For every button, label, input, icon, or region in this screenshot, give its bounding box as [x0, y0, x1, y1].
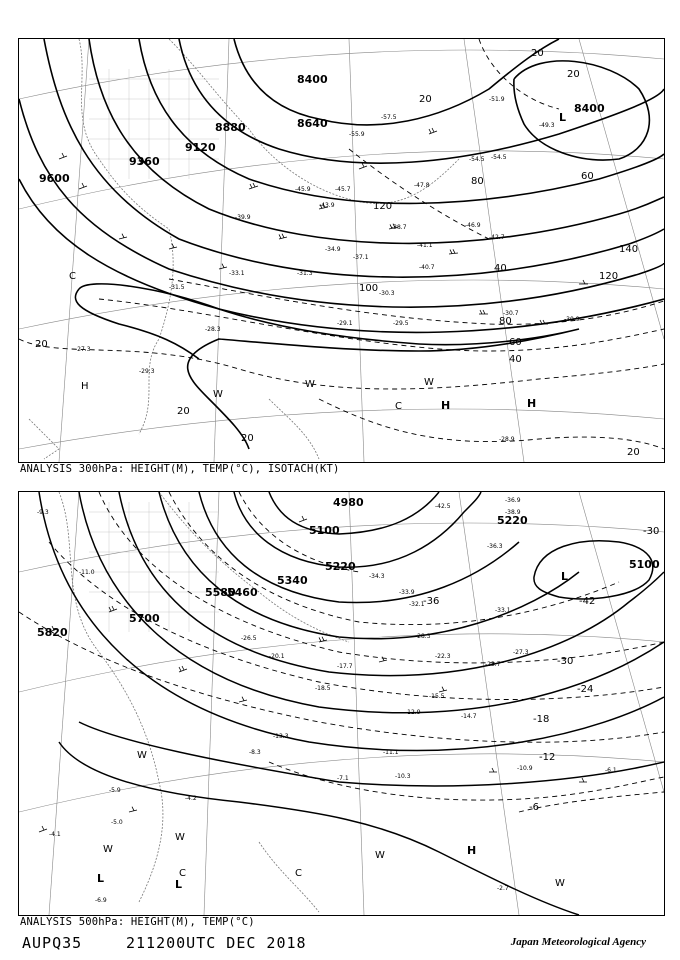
- station-value: -28.9: [499, 436, 515, 443]
- station-value: -41.1: [417, 242, 433, 249]
- station-value: -29.5: [393, 320, 409, 327]
- station-value: -30.3: [379, 290, 395, 297]
- height-label: 5460: [227, 586, 258, 599]
- high-center: H: [527, 397, 537, 410]
- station-value: -28.3: [205, 326, 221, 333]
- isotach-label: 20: [567, 69, 580, 80]
- valid-time: 211200UTC DEC 2018: [126, 934, 307, 952]
- cold-center: C: [295, 868, 302, 879]
- station-value: -6.9: [95, 897, 107, 904]
- station-value: -4.1: [49, 831, 61, 838]
- station-value: -11.0: [79, 569, 95, 576]
- warm-center: W: [175, 832, 185, 843]
- isotherm-label: -6: [529, 802, 539, 813]
- map-300hpa: [19, 39, 664, 462]
- station-value: -39.9: [235, 214, 251, 221]
- station-value: -31.5: [169, 284, 185, 291]
- height-label: 8640: [297, 117, 328, 130]
- station-value: -54.5: [491, 154, 507, 161]
- warm-center: W: [213, 389, 223, 400]
- station-value: -38.7: [391, 224, 407, 231]
- height-label: 5220: [497, 514, 528, 527]
- isotach-label: 20: [531, 48, 544, 59]
- station-value: -27.3: [513, 649, 529, 656]
- isotach-label: 120: [599, 271, 619, 282]
- station-value: -7.1: [337, 775, 349, 782]
- caption-500hpa: ANALYSIS 500hPa: HEIGHT(M), TEMP(°C): [20, 916, 255, 928]
- height-label: 8400: [297, 73, 328, 86]
- station-value: -45.9: [295, 186, 311, 193]
- height-labels: [37, 496, 660, 639]
- chart-500hpa: [18, 491, 665, 916]
- station-value: -43.9: [319, 202, 335, 209]
- warm-center: W: [375, 850, 385, 861]
- height-label: 5700: [129, 612, 160, 625]
- station-value: -33.9: [399, 589, 415, 596]
- cold-center: C: [179, 868, 186, 879]
- station-value: -46.9: [465, 222, 481, 229]
- isotach-label: 20: [419, 94, 432, 105]
- station-value: -34.3: [369, 573, 385, 580]
- station-value: -31.3: [297, 270, 313, 277]
- isotach-label: 20: [177, 406, 190, 417]
- station-value: -5.9: [109, 787, 121, 794]
- isotach-label: 40: [509, 354, 522, 365]
- station-value: -17.7: [337, 663, 353, 670]
- station-value: -15.5: [429, 693, 445, 700]
- station-value: -29.1: [337, 320, 353, 327]
- station-value: -5.0: [111, 819, 123, 826]
- station-value: -32.1: [409, 601, 425, 608]
- height-label: 8880: [215, 121, 246, 134]
- station-value: -54.5: [469, 156, 485, 163]
- station-value: -9.3: [37, 509, 49, 516]
- low-center: L: [97, 872, 105, 885]
- map-500hpa: [19, 492, 664, 915]
- station-value: -33.1: [495, 607, 511, 614]
- station-value: -40.7: [419, 264, 435, 271]
- station-value: -42.7: [489, 234, 505, 241]
- station-value: -30.9: [564, 316, 580, 323]
- height-label: 5100: [309, 524, 340, 537]
- isotach-label: 20: [627, 447, 640, 458]
- station-value: -42.5: [435, 503, 451, 510]
- height-label: 5220: [325, 560, 356, 573]
- low-center: L: [561, 570, 569, 583]
- isotherm-label: -12: [539, 752, 556, 763]
- warm-center: H: [81, 381, 89, 392]
- height-label: 5100: [629, 558, 660, 571]
- cold-center: C: [395, 401, 402, 412]
- station-value: -12.9: [405, 709, 421, 716]
- station-value: -29.3: [139, 368, 155, 375]
- station-value: -2.7: [497, 885, 509, 892]
- isotherm-label: -24: [577, 684, 594, 695]
- warm-center: W: [103, 844, 113, 855]
- isotach-label: 20: [241, 433, 254, 444]
- isotach-label: 60: [581, 171, 594, 182]
- station-value: -47.8: [414, 182, 430, 189]
- isotach-label: 40: [494, 263, 507, 274]
- isotach-labels: [35, 48, 640, 458]
- product-code: AUPQ35: [22, 934, 83, 952]
- height-label: 5820: [37, 626, 68, 639]
- station-value: -10.9: [517, 765, 533, 772]
- station-value: -34.9: [325, 246, 341, 253]
- isotherm-contours: [19, 492, 664, 812]
- station-value: -55.9: [349, 131, 365, 138]
- high-center: H: [467, 844, 477, 857]
- height-label: 4980: [333, 496, 364, 509]
- height-label: 5340: [277, 574, 308, 587]
- isotach-label: 120: [373, 201, 393, 212]
- station-value: -36.9: [505, 497, 521, 504]
- low-center: L: [175, 878, 183, 891]
- isotach-label: 140: [619, 244, 639, 255]
- station-value: -8.3: [249, 749, 261, 756]
- high-center: H: [441, 399, 451, 412]
- graticule: [19, 39, 664, 462]
- height-label: 5580: [205, 586, 236, 599]
- isotherm-label: -30: [643, 526, 660, 537]
- station-value: -14.7: [461, 713, 477, 720]
- warm-center: W: [305, 379, 315, 390]
- station-value: -45.7: [335, 186, 351, 193]
- station-values: [37, 497, 617, 904]
- agency-name: Japan Meteorological Agency: [510, 936, 646, 948]
- isotherm-label: -30: [557, 656, 574, 667]
- station-value: -20.1: [269, 653, 285, 660]
- coastline: [29, 39, 459, 459]
- station-value: -4.2: [185, 795, 197, 802]
- isotach-label: 20: [35, 339, 48, 350]
- height-label: 9120: [185, 141, 216, 154]
- pressure-centers: [97, 570, 568, 891]
- station-value: -30.7: [503, 310, 519, 317]
- warm-center: W: [555, 878, 565, 889]
- cold-center: C: [69, 271, 76, 282]
- height-labels: [39, 73, 605, 185]
- height-label: 9360: [129, 155, 160, 168]
- station-value: -37.1: [353, 254, 369, 261]
- chart-300hpa: [18, 38, 665, 463]
- isotach-label: 80: [499, 316, 512, 327]
- low-center: L: [559, 111, 567, 124]
- graticule: [19, 492, 664, 915]
- isotherm-label: -36: [423, 596, 440, 607]
- station-value: -33.1: [229, 270, 245, 277]
- station-value: -6.1: [605, 767, 617, 774]
- station-value: -18.5: [315, 685, 331, 692]
- station-value: -23.7: [485, 661, 501, 668]
- isotach-contours: [19, 39, 664, 449]
- station-value: -36.3: [487, 543, 503, 550]
- station-value: -13.3: [273, 733, 289, 740]
- isotherm-label: -42: [579, 596, 596, 607]
- isotach-label: 100: [359, 283, 379, 294]
- caption-300hpa: ANALYSIS 300hPa: HEIGHT(M), TEMP(°C), ISOTACH(KT): [20, 463, 340, 475]
- station-value: -57.5: [381, 114, 397, 121]
- station-value: -51.9: [489, 96, 505, 103]
- isotach-label: 80: [471, 176, 484, 187]
- isotach-label: 60: [509, 337, 522, 348]
- warm-center: W: [424, 377, 434, 388]
- station-value: -22.3: [435, 653, 451, 660]
- station-value: -27.3: [75, 346, 91, 353]
- isotherm-label: -18: [533, 714, 550, 725]
- station-value: -10.3: [395, 773, 411, 780]
- station-value: -11.1: [383, 749, 399, 756]
- warm-center: W: [137, 750, 147, 761]
- station-value: -49.3: [539, 122, 555, 129]
- height-label: 8400: [574, 102, 605, 115]
- height-label: 9600: [39, 172, 70, 185]
- station-value: -38.9: [505, 509, 521, 516]
- station-value: -28.3: [415, 633, 431, 640]
- station-value: -26.5: [241, 635, 257, 642]
- footer: [22, 932, 662, 956]
